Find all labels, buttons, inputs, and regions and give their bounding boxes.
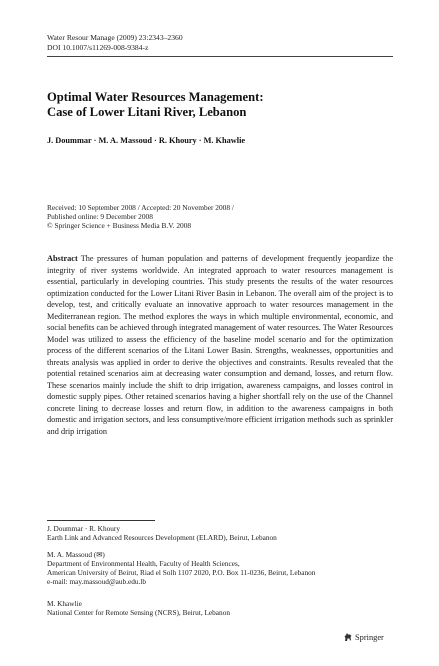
abstract-text: The pressures of human population and patterns of development frequently jeopardize the integrity of river systems worldwide. An integrated approach to water resources management is essential, particularly in developing countries. This study presents the results of the water resources optimization conducted for the Lower Litani River Basin in Lebanon. The overall aim of the project is to develop, test, and critically evaluate an innovative approach to water resources management in the Mediterranean region. The method explores the ways in which multiple environmental, economic, and social benefits can be achieved through integrated management of water resources. The Water Resources Model was utilized to assess the efficiency of the baseline model scenario and for the optimization process of the different scenarios of the Litani Lower Basin. Strengths, weaknesses, opportunities and threats analysis was applied in order to derive the objectives and constraints. Results revealed that the potential retained scenarios aim at decreasing water consumption and demand, losses, and return flow. These scenarios mainly include the shift to drip irrigation, awareness campaigns, and losses control in domestic supply pipes. Other retained scenarios having a higher shortfall rely on the use of the Channel concrete lining to decrease losses and return flow, in addition to the awareness campaigns in both domestic and irrigation sectors, and less consumptive/more efficient irrigation methods such as sprinkler and drip irrigation — [47, 254, 393, 436]
affiliation-1-names: J. Doummar · R. Khoury — [47, 524, 120, 533]
affiliation-2-dept: Department of Environmental Health, Faculty of Health Sciences, — [47, 559, 240, 568]
affiliation-1-org: Earth Link and Advanced Resources Development (ELARD), Beirut, Lebanon — [47, 533, 277, 542]
title-line-1: Optimal Water Resources Management: — [47, 90, 264, 104]
abstract-label: Abstract — [47, 254, 78, 263]
affiliation-3-org: National Center for Remote Sensing (NCRS), Beirut, Lebanon — [47, 608, 230, 617]
affiliation-3 — [47, 599, 407, 617]
abstract — [47, 253, 393, 437]
springer-horse-icon — [343, 632, 353, 642]
received-date: Received: 10 September 2008 / Accepted: 20 November 2008 / — [47, 203, 234, 212]
affiliation-2 — [47, 550, 407, 586]
published-date: Published online: 9 December 2008 — [47, 212, 153, 222]
author-list: J. Doummar · M. A. Massoud · R. Khoury · M. Khawlie — [47, 136, 246, 145]
affiliation-3-name: M. Khawlie — [47, 599, 82, 608]
publisher-logo — [343, 632, 384, 642]
doi: DOI 10.1007/s11269-008-9384-z — [47, 43, 149, 52]
title-line-2: Case of Lower Litani River, Lebanon — [47, 105, 247, 119]
affiliation-2-name: M. A. Massoud (✉) — [47, 550, 105, 559]
affiliation-1 — [47, 524, 407, 542]
article-title — [47, 90, 387, 120]
copyright-notice: © Springer Science + Business Media B.V. 2008 — [47, 221, 192, 231]
publication-dates — [47, 203, 393, 231]
header-rule — [47, 56, 393, 57]
journal-citation: Water Resour Manage (2009) 23:2343–2360 — [47, 33, 183, 42]
corresponding-email: e-mail: may.massoud@aub.edu.lb — [47, 577, 147, 586]
footnote-rule — [47, 520, 155, 521]
affiliation-2-address: American University of Beirut, Riad el Solh 1107 2020, P.O. Box 11-0236, Beirut, Lebanon — [47, 568, 316, 577]
publisher-name: Springer — [355, 632, 384, 642]
